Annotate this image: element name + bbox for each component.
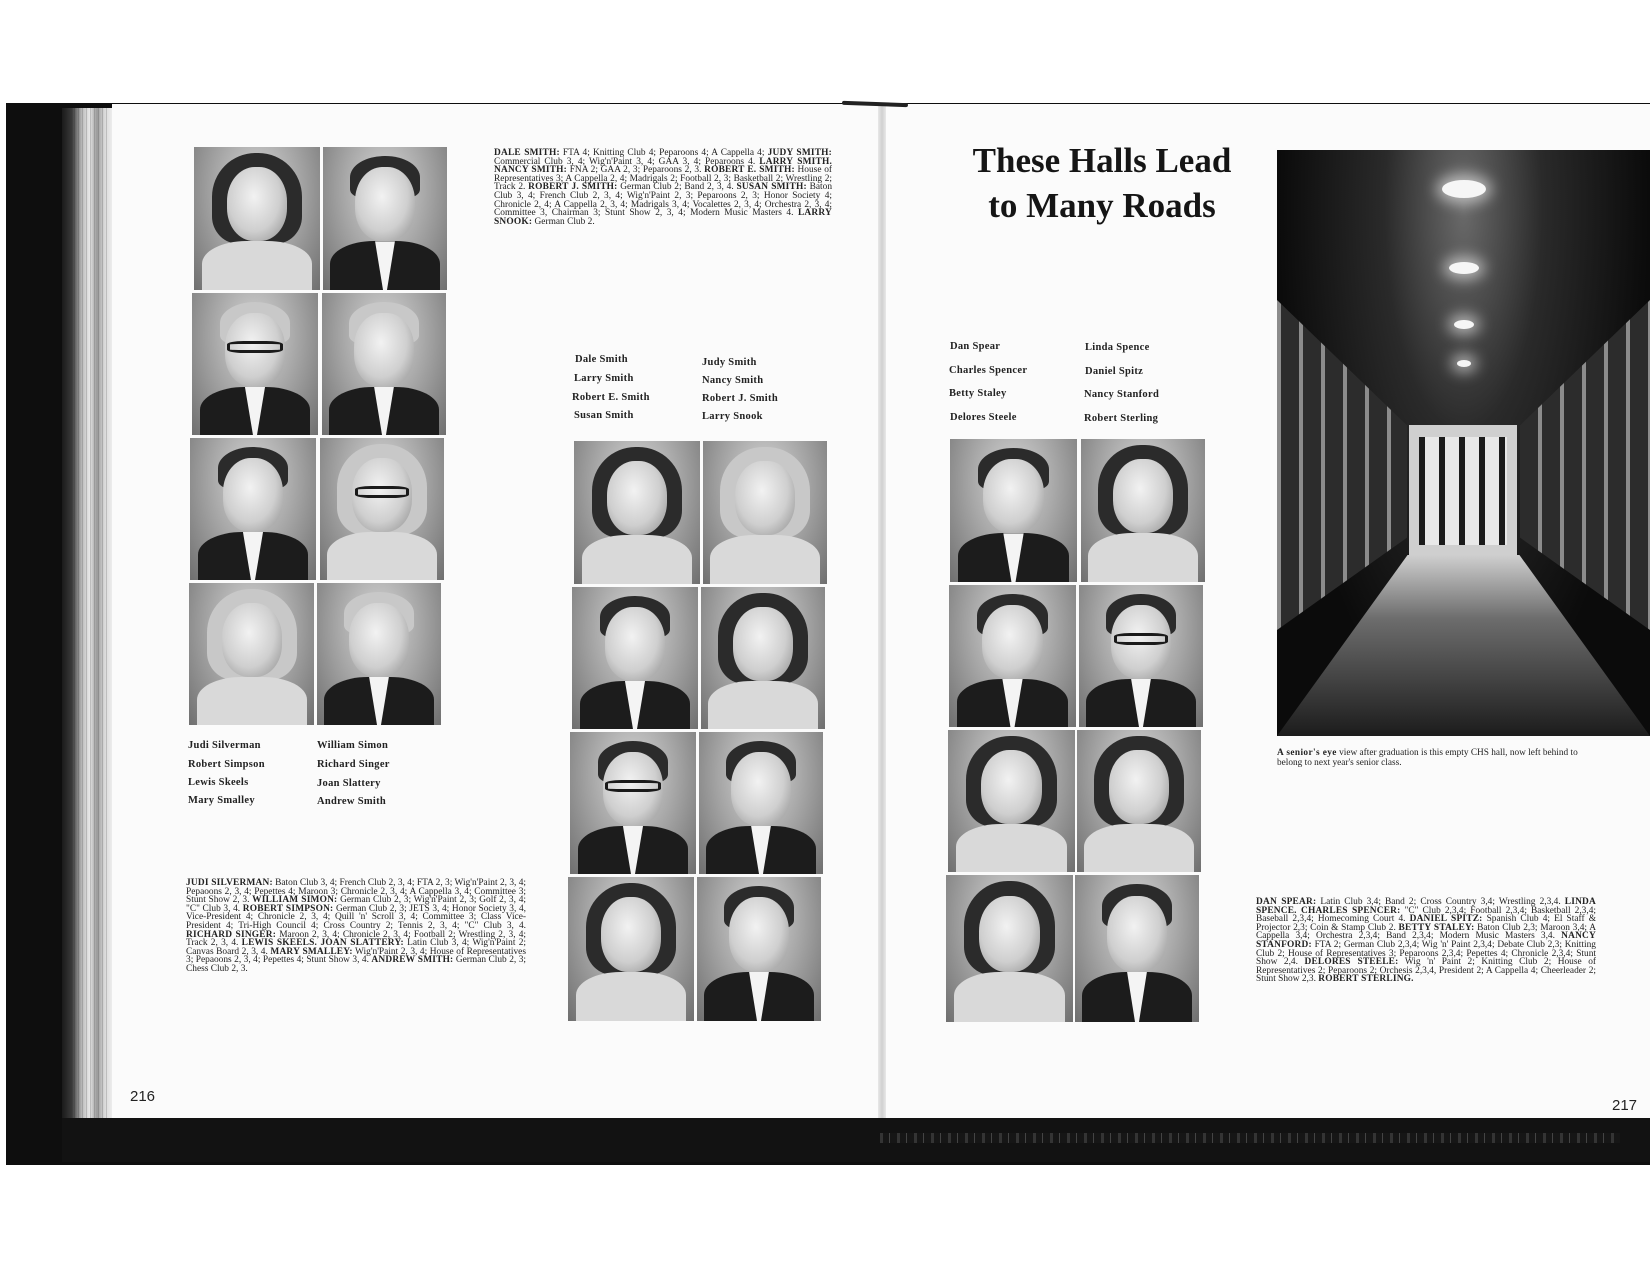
portrait-delores-steele (946, 875, 1073, 1022)
page-edges (74, 108, 110, 1118)
center-gutter (878, 104, 886, 1119)
portrait-larry-smith (572, 587, 698, 729)
activities-entry: LINDA SPENCE. CHARLES SPENCER: "C" Club 2,3,4; Football 2,3,4; Basketball 2,3,4; Baseball 2,3,4; Homecoming Court 4. (1256, 897, 1596, 925)
ceiling-lamp (1454, 320, 1474, 329)
name-label: Larry Snook (702, 411, 763, 422)
name-label: Linda Spence (1085, 342, 1150, 353)
activities-entry: WILLIAM SIMON: German Club 2, 3; Wig'n'Paint 2, 3; Golf 2, 3, 4; "C" Club 3, 4. (186, 895, 526, 914)
portrait-robert-simpson (192, 293, 318, 435)
activities-entry: ROBERT SIMPSON: German Club 2, 3; JETS 3, 4; Honor Society 3, 4, Vice-President 4; Chronicle 2, 3, 4; Quill 'n' Scroll 3, 4; Committee 3; Class Vice-President 4; Tri-High Council 4; Cross Country 2; Tennis 2, 3, 4; "C" Club 3, 4. (186, 903, 527, 931)
activities-entry: JUDI SILVERMAN: Baton Club 3, 4; French Club 2, 3, 4; FTA 2, 3; Wig'n'Paint 2, 3, 4; Pepaoons 2, 3, 4; Pepettes 4; Maroon 3; Chronicle 2, 3, 4; A Cappella 3, 4; Committee 3; Stunt Show 2, 3. (186, 878, 527, 906)
name-label: Judy Smith (702, 357, 757, 368)
page-number-right: 217 (1612, 1097, 1638, 1114)
name-label: Robert Simpson (188, 759, 265, 770)
portrait-dale-smith (574, 441, 700, 584)
portrait-joan-slattery (320, 438, 444, 580)
activities-entry: RICHARD SINGER: Maroon 2, 3, 4; Chronicle 2, 3, 4; Football 2; Wrestling 2, 3, 4; Track 2, 3, 4. (186, 929, 526, 949)
activities-entry: NANCY STANFORD: FTA 2; German Club 2,3,4; Wig 'n' Paint 2,3,4; Debate Club 2,3; Knitting Club 2; House of Representatives 3; Peparoons 2,3,4; Pepettes 4; Chronicle 2,3,4; Stunt Show 2,4. (1256, 931, 1596, 968)
portrait-daniel-spitz (1079, 585, 1203, 727)
portrait-judi-silverman (194, 147, 320, 290)
name-label: Robert Sterling (1084, 413, 1159, 424)
name-label: William Simon (317, 740, 389, 751)
portrait-nancy-smith (701, 587, 825, 729)
name-label: Susan Smith (574, 410, 634, 421)
activities-entry: DANIEL SPITZ: Spanish Club 4; El Staff & Projector 2,3; Coin & Stamp Club 2. (1256, 914, 1596, 933)
page-number-left: 216 (130, 1088, 156, 1105)
name-label: Joan Slattery (317, 778, 381, 789)
portrait-robert-e-smith (570, 732, 696, 874)
portrait-andrew-smith (317, 583, 441, 725)
name-label: Robert J. Smith (702, 393, 778, 404)
name-label: Daniel Spitz (1085, 366, 1144, 377)
name-label: Judi Silverman (188, 740, 261, 751)
activities-entry: ANDREW SMITH: German Club 2, 3; Chess Club 2, 3. (186, 955, 526, 974)
name-label: Andrew Smith (317, 796, 387, 807)
name-label: Delores Steele (950, 412, 1017, 423)
caption-text: view after graduation is this empty CHS hall, now left behind to belong to next year's senior class. (1277, 748, 1578, 768)
ceiling-lamp (1442, 180, 1486, 198)
name-label: Dan Spear (950, 341, 1001, 352)
portrait-susan-smith (568, 877, 694, 1021)
name-label: Nancy Stanford (1084, 389, 1160, 400)
title-line-2: to Many Roads (988, 186, 1216, 225)
activities-entry: SUSAN SMITH: Baton Club 3, 4; French Club 2, 3, 4; Wig'n'Paint 2, 3; Peparoons 2, 3; Honor Society 4; Chronicle 2, 4; A Cappella 2, 3, 4; Madrigals 3, 4; Vocalettes 2, 3, 4; Orchestra 2, 3, 4; Committee 3, Chairman 3; Stunt Show 2, 3, 4; Modern Music Masters 4. (494, 182, 833, 219)
portrait-robert-j-smith (699, 732, 823, 874)
portrait-nancy-stanford (1077, 730, 1201, 872)
activities-entry: BETTY STALEY: Baton Club 2,3; Maroon 3,4; A Cappella 3,4; Orchestra 2,3,4; Band 2,3,4; Modern Music Masters 3,4. (1256, 922, 1596, 942)
activities-block-b (494, 149, 832, 226)
activities-entry: ROBERT STERLING. (1318, 974, 1414, 985)
name-label: Betty Staley (949, 388, 1007, 399)
ceiling-lamp (1457, 360, 1471, 367)
activities-block-a (186, 879, 526, 974)
activities-entry: ROBERT J. SMITH: German Club 2; Band 2, 3, 4. (528, 182, 737, 193)
activities-entry: LEWIS SKEELS. JOAN SLATTERY: Latin Club 3, 4; Wig'n'Paint 2; Canvas Board 2, 3, 4. (186, 938, 526, 957)
hall-doors (1409, 425, 1517, 555)
portrait-robert-sterling (1075, 875, 1199, 1022)
portrait-charles-spencer (949, 585, 1076, 727)
portrait-larry-snook (697, 877, 821, 1021)
activities-block-c (1256, 898, 1596, 984)
activities-entry: LARRY SNOOK: German Club 2. (494, 208, 832, 227)
name-label: Nancy Smith (702, 375, 764, 386)
hall-wall-right (1520, 300, 1650, 630)
name-label: Dale Smith (575, 354, 628, 365)
bottom-edge-texture (880, 1133, 1620, 1143)
portrait-betty-staley (948, 730, 1075, 872)
hallway-photo (1277, 150, 1650, 736)
page-title (952, 138, 1252, 228)
portrait-dan-spear (950, 439, 1077, 582)
name-label: Robert E. Smith (572, 392, 650, 403)
activities-entry: JUDY SMITH: Commercial Club 3, 4; Wig'n'Paint 3, 4; GAA 3, 4; Peparoons 4. (494, 148, 833, 167)
hall-wall-left (1277, 300, 1407, 630)
portrait-linda-spence (1081, 439, 1205, 582)
activities-entry: DELORES STEELE: Wig 'n' Paint 2; Knitting Club 2; House of Representatives 2; Peparoons 2; Orchesis 2,3,4, President 2; A Cappella 4; Cheerleader 2; Stunt Show 2,3. (1256, 957, 1597, 985)
title-line-1: These Halls Lead (972, 141, 1232, 180)
activities-entry: MARY SMALLEY: Wig'n'Paint 2, 3, 4; House of Representatives 3; Pepaoons 2, 3, 4; Pepettes 4; Stunt Show 3, 4. (186, 946, 526, 966)
name-label: Mary Smalley (188, 795, 255, 806)
name-label: Charles Spencer (949, 365, 1028, 376)
ceiling-lamp (1449, 262, 1479, 274)
activities-entry: ROBERT E. SMITH: House of Representatives 3; A Cappella 2, 4; Madrigals 2; Football 2, 3; Basketball 2; Wrestling 2; Track 2. (494, 165, 833, 193)
portrait-mary-smalley (189, 583, 314, 725)
photo-caption (1277, 748, 1595, 768)
activities-entry: DALE SMITH: FTA 4; Knitting Club 4; Peparoons 4; A Cappella 4; (494, 148, 768, 158)
portrait-lewis-skeels (190, 438, 316, 580)
caption-lead: A senior's eye (1277, 748, 1337, 758)
portrait-richard-singer (322, 293, 446, 435)
portrait-judy-smith (703, 441, 827, 584)
name-label: Richard Singer (317, 759, 390, 770)
activities-entry: DAN SPEAR: Latin Club 3,4; Band 2; Cross Country 3,4; Wrestling 2,3,4. (1256, 897, 1565, 907)
name-label: Larry Smith (574, 373, 634, 384)
portrait-william-simon (323, 147, 447, 290)
activities-entry: LARRY SMITH. NANCY SMITH: FNA 2; GAA 2, 3; Peparoons 2, 3. (494, 156, 832, 176)
name-label: Lewis Skeels (188, 777, 249, 788)
